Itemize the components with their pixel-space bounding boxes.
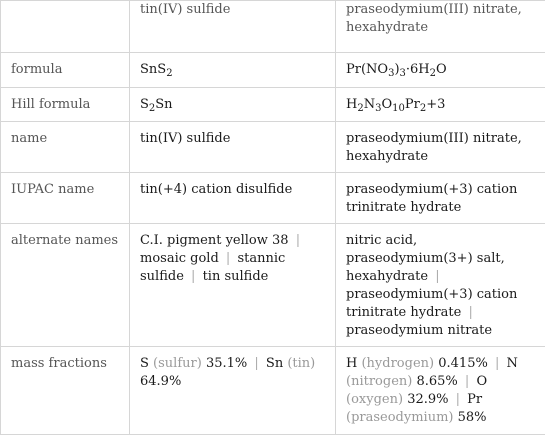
alternate-names-compound-1 [130,224,336,347]
formula-subscript: 3 [388,68,395,79]
element-name: (nitrogen) [346,374,413,389]
fraction-value: 8.65% [416,374,458,389]
row-label-formula: formula [1,53,130,88]
formula-subscript: 10 [392,103,405,114]
row-label-hill-formula: Hill formula [1,88,130,122]
alternate-name: praseodymium nitrate [346,323,493,338]
row-iupac-name [1,173,545,224]
row-label-mass-fractions: mass fractions [1,347,130,435]
formula-part: O [436,62,447,77]
iupac-compound-1: tin(+4) cation disulfide [130,173,336,224]
element-name: (praseodymium) [346,410,454,425]
formula-subscript: 2 [357,103,364,114]
header-compound-2: praseodymium(III) nitrate, hexahydrate [336,1,545,53]
alternate-name: mosaic gold [140,251,219,266]
alternate-name: nitric acid, praseodymium(3+) salt, hexahydrate [346,233,505,284]
formula-part: S [140,97,149,112]
fraction-value: 0.415% [438,356,488,371]
element-symbol: Sn [265,356,284,371]
formula-subscript: 2 [166,68,173,79]
separator: | [455,392,461,407]
row-label-name: name [1,122,130,173]
hill-compound-1 [130,88,336,122]
element-name: (hydrogen) [361,356,435,371]
hill-compound-2 [336,88,545,122]
mass-fractions-compound-1 [130,347,336,435]
name-compound-2: praseodymium(III) nitrate, hexahydrate [336,122,545,173]
row-label-iupac-name: IUPAC name [1,173,130,224]
formula-part: N [363,97,376,112]
fraction-value: 35.1% [205,356,248,371]
alternate-name: C.I. pigment yellow 38 [140,233,289,248]
alternate-name: praseodymium(+3) cation trinitrate hydrate [346,287,518,320]
name-compound-1: tin(IV) sulfide [130,122,336,173]
element-name: (sulfur) [153,356,202,371]
alternate-name: stannic sulfide [140,251,286,284]
element-symbol: S [140,356,149,371]
fraction-value: 64.9% [140,374,182,389]
mass-fractions-compound-2 [336,347,545,435]
element-name: (oxygen) [346,392,404,407]
separator: | [494,356,500,371]
fraction-value: 32.9% [407,392,449,407]
formula-part: S [157,62,167,77]
separator: | [254,356,259,371]
iupac-compound-2: praseodymium(+3) cation trinitrate hydrate [336,173,545,224]
formula-part: +3 [426,97,446,112]
element-name: (tin) [287,356,316,371]
alternate-names-compound-2 [336,224,545,347]
formula-part: ·6H [405,62,430,77]
formula-subscript: 2 [429,68,437,79]
formula-part: O [381,97,393,112]
separator: | [435,269,440,284]
header-corner [1,1,130,53]
element-symbol: N [506,356,518,371]
formula-subscript: 2 [419,103,427,114]
element-symbol: Pr [467,392,483,407]
row-formula [1,53,545,88]
header-row [1,1,545,53]
alternate-name: tin sulfide [202,269,269,284]
separator: | [464,374,470,389]
header-compound-1: tin(IV) sulfide [130,1,336,53]
separator: | [295,233,301,248]
formula-compound-2 [336,53,545,88]
row-alternate-names [1,224,545,347]
row-name [1,122,545,173]
row-label-alternate-names: alternate names [1,224,130,347]
separator: | [191,269,196,284]
separator: | [468,305,473,320]
fraction-value: 58% [457,410,487,425]
row-mass-fractions [1,347,545,435]
formula-subscript: 3 [375,103,382,114]
separator: | [225,251,231,266]
formula-subscript: 3 [399,68,406,79]
formula-part: Sn [155,97,173,112]
element-symbol: O [476,374,488,389]
formula-part: Pr(NO [346,62,389,77]
formula-compound-1 [130,53,336,88]
formula-part: ) [394,62,400,77]
row-hill-formula [1,88,545,122]
formula-part: H [346,97,358,112]
formula-subscript: 2 [148,103,156,114]
formula-part: Pr [404,97,420,112]
formula-part: Sn [140,62,158,77]
element-symbol: H [346,356,358,371]
